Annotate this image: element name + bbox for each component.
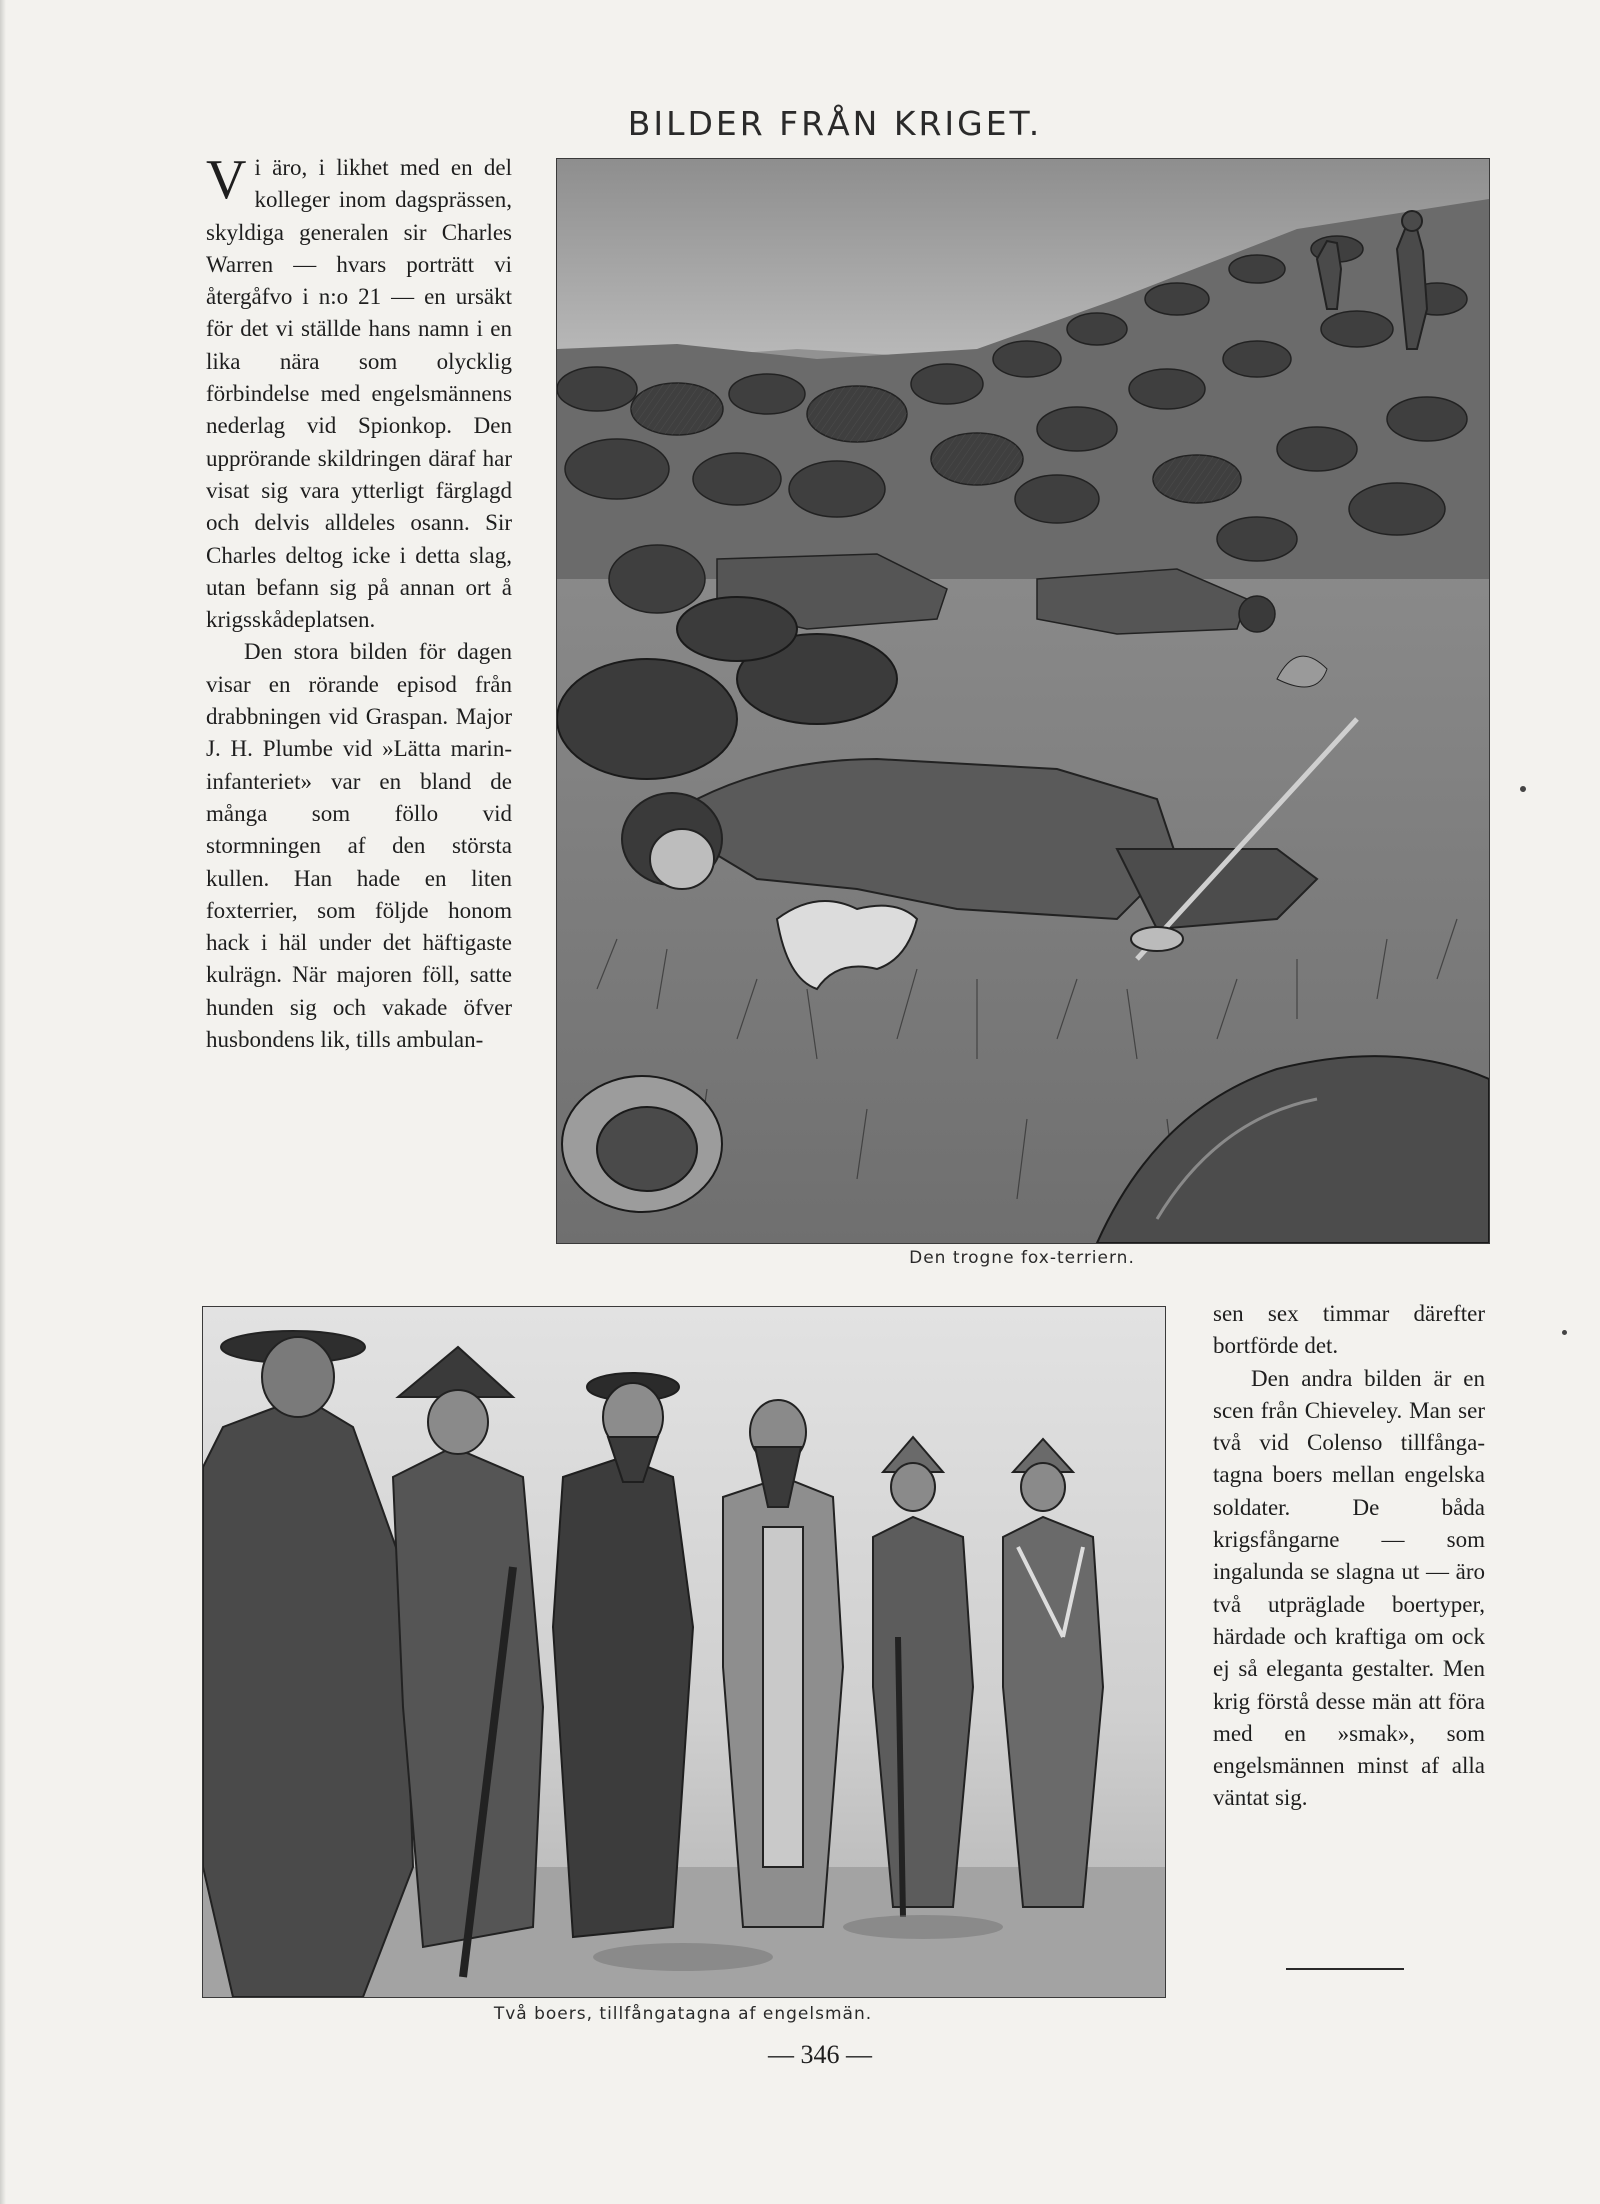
article-paragraph-4: Den andra bilden är en scen från Chieveley. Man ser två vid Colenso tillfångatagna boers mellan engelska soldater. De båda krigsfångarne — som ingalunda se slagna ut — äro två utpräglade boertyper, härdade och kraftiga om ock ej så eleganta gestalter. Men krig förstå desse män att föra med en »smak», som engelsmännen minst af alla väntat sig. [1213,1365,1485,1811]
article-right-column [1213,1298,1485,1815]
article-left-column [206,149,512,1056]
illustration-fox-terrier [556,158,1490,1244]
drop-cap: V [206,149,247,211]
end-rule [1286,1968,1404,1970]
article-paragraph-3: sen sex timmar därefter bortförde det. [1213,1301,1485,1359]
caption-fox-terrier: Den trogne fox-terriern. [909,1248,1135,1268]
fox-terrier-engraving [557,159,1489,1243]
boer-prisoners-photo [203,1307,1165,1997]
article-paragraph-1 [206,149,512,636]
photograph-boer-prisoners [202,1306,1166,1998]
print-speck [1520,786,1526,792]
article-paragraph-2: Den stora bilden för dagen visar en rörande episod från drabbningen vid Graspan. Major J. H. Plumbe vid »Lätta marininfanteriet» var en bland de många som föllo vid stormningen af den största kullen. Han hade en liten foxterrier, som följde honom hack i häl under det häftigaste kulrägn. När majoren föll, satte hunden sig och vakade öfver husbondens lik, tills ambulan- [206,639,512,1053]
paragraph-1-text: i äro, i likhet med en del kolleger inom dagsprässen, skyldiga generalen sir Charles Warren — hvars porträtt vi återgåfvo i n:o 21 — en ursäkt för det vi ställde hans namn i en lika nära som olycklig förbindelse med engelsmännens nederlag vid Spionkop. Den upprörande skildringen däraf har visat sig vara ytterligt färglagd och delvis alldeles osann. Sir Charles deltog icke i detta slag, utan befann sig på annan ort å krigsskådeplatsen. [206,155,512,633]
page-number: — 346 — [768,2040,872,2069]
page-edge [0,0,6,2204]
page-title: BILDER FRÅN KRIGET. [627,104,1043,144]
print-speck [1562,1330,1567,1335]
caption-boer-prisoners: Två boers, tillfångatagna af engelsmän. [493,2004,873,2024]
